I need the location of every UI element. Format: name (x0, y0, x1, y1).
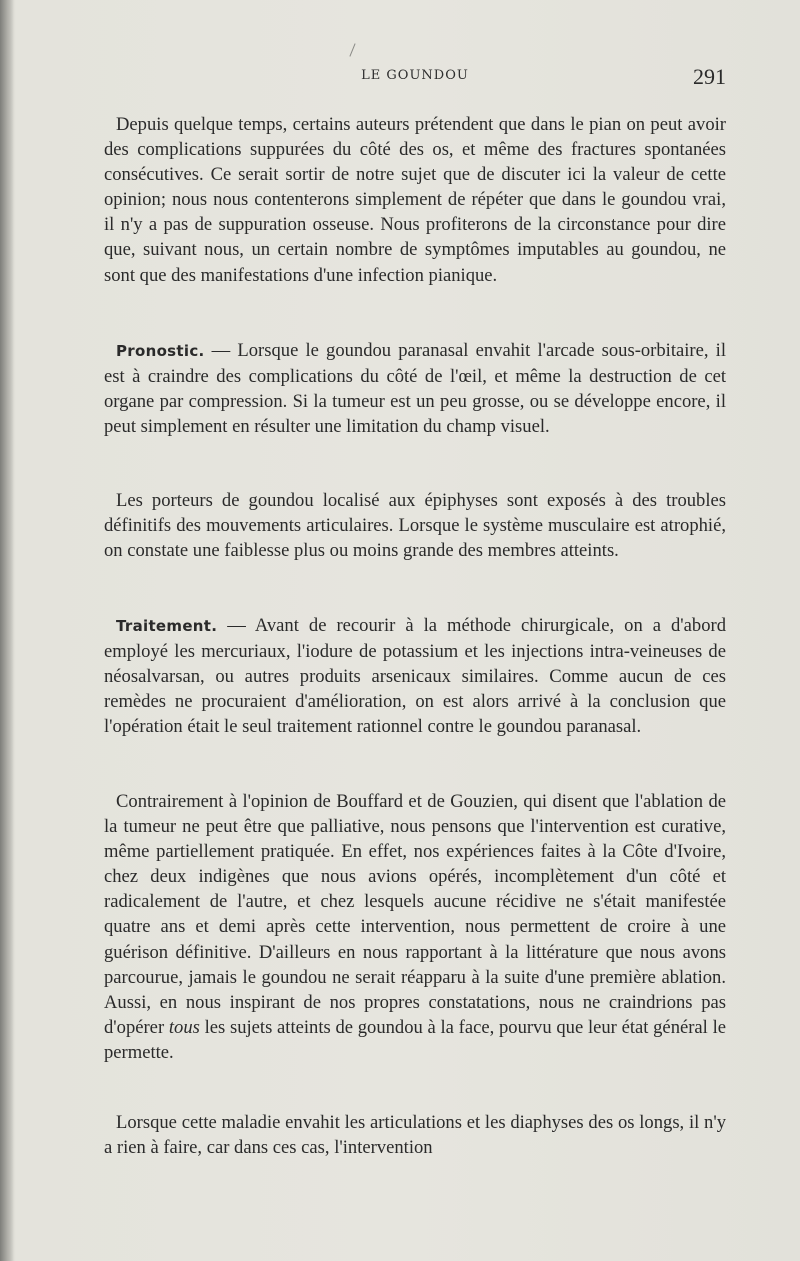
paragraph-text (104, 789, 726, 1065)
paragraph-traitement (104, 613, 726, 739)
page-number: 291 (693, 64, 726, 89)
paragraph-text (104, 613, 726, 739)
paragraph-body-a: Contrairement à l'opinion de Bouffard et de Gouzien, qui disent que l'ablation de la tumeur ne peut être que palliative, nous pensons que l'intervention est curative, même partiellement pratiquée. En effet, nos expériences faites à la Côte d'Ivoire, chez deux indigènes que nous avions opérés, incomplètement d'un côté et radicalement de l'autre, et chez lesquels aucune récidive ne s'était manifestée quatre ans et demi après cette intervention, nous permettent de croire à une guérison définitive. D'ailleurs en nous rapportant à la littérature que nous avons parcourue, jamais le goundou ne serait réapparu à la suite d'une première ablation. Aussi, en nous inspirant de nos propres constatations, nous ne craindrions pas d'opérer (104, 791, 726, 1038)
paragraph-diaphyses (104, 1110, 726, 1160)
emphasis-text: tous (168, 1016, 200, 1038)
paragraph-body: — Lorsque le goundou paranasal envahit l'arcade sous-orbitaire, il est à craindre des complications du côté de l'œil, et même la destruction de cet organe par compression. Si la tumeur est un peu grosse, ou se développe encore, il peut simplement en résulter une limitation du champ visuel. (104, 340, 726, 438)
paragraph-suppuration (104, 112, 726, 288)
book-spine-shadow (0, 0, 14, 1261)
paragraph-pronostic (104, 338, 726, 439)
paragraph-body-b: les sujets atteints de goundou à la face, pourvu que leur état général le permette. (104, 1016, 726, 1063)
running-head: LE GOUNDOU (361, 68, 469, 83)
paragraph-body: — Avant de recourir à la méthode chirurgicale, on a d'abord employé les mercuriaux, l'iodure de potassium et les injections intra-veineuses de néosalvarsan, ou autres produits arsenicaux similaires. Comme aucun de ces remèdes ne procuraient d'amélioration, on est alors arrivé à la conclusion que l'opération était le seul traitement rationnel contre le goundou paranasal. (104, 615, 726, 738)
paragraph-ablation (104, 789, 726, 1065)
paragraph-text: Depuis quelque temps, certains auteurs prétendent que dans le pian on peut avoir des complications suppurées du côté des os, et même des fractures spontanées consécutives. Ce serait sortir de notre sujet que de discuter ici la valeur de cette opinion; nous nous contenterons simplement de répéter que dans le goundou vrai, il n'y a pas de suppuration osseuse. Nous profiterons de la circonstance pour dire que, suivant nous, un certain nombre de symptômes imputables au goundou, ne sont que des manifestations d'une infection pianique. (104, 114, 726, 286)
paragraph-text: Lorsque cette maladie envahit les articulations et les diaphyses des os longs, il n'y a rien à faire, car dans ces cas, l'intervention (104, 1112, 726, 1159)
page-header (104, 64, 726, 94)
paragraph-text: Les porteurs de goundou localisé aux épiphyses sont exposés à des troubles définitifs des mouvements articulaires. Lorsque le système musculaire est atrophié, on constate une faiblesse plus ou moins grande des membres atteints. (104, 490, 726, 562)
section-title-traitement: Traitement. (116, 617, 218, 635)
ink-mark (349, 43, 355, 56)
paragraph-text (104, 338, 726, 439)
paragraph-epiphyses (104, 488, 726, 563)
section-title-pronostic: Pronostic. (116, 342, 205, 360)
